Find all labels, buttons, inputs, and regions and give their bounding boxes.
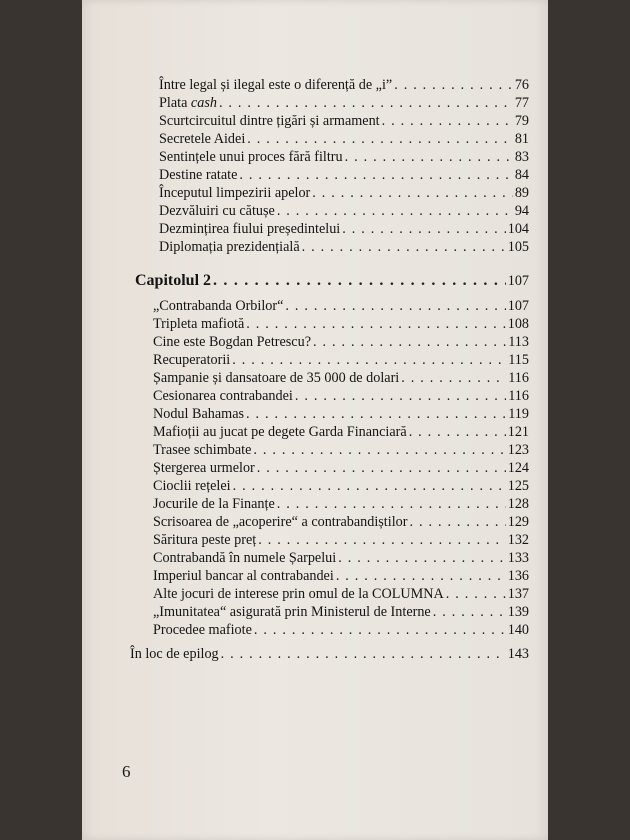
toc-entry-title-italic: cash (190, 95, 217, 111)
page-number: 6 (122, 762, 131, 781)
toc-entry (153, 478, 529, 494)
toc-entry-title: „Imunitatea“ asigurată prin Ministerul de Interne (153, 604, 431, 620)
toc-entry-page: 139 (507, 604, 529, 620)
toc-entry-title: Cesionarea contrabandei (153, 388, 293, 404)
toc-entry-title: Procedee mafiote (153, 622, 252, 638)
toc-entry-page: 124 (507, 460, 529, 476)
toc-entry (153, 370, 529, 386)
toc-entry (159, 149, 529, 165)
leader-dots (232, 352, 506, 368)
leader-dots (313, 334, 506, 350)
leader-dots (277, 496, 506, 512)
toc-entry (153, 298, 529, 314)
chapter-title: Capitolul 2 (135, 272, 212, 289)
table-of-contents (82, 0, 548, 840)
toc-entry-title: Cine este Bogdan Petrescu? (153, 334, 311, 350)
toc-entry-title: Ștergerea urmelor (153, 460, 255, 476)
toc-entry-title: Diplomația prezidențială (159, 239, 300, 255)
toc-entry-title: Șampanie și dansatoare de 35 000 de dolari (153, 370, 400, 386)
leader-dots (253, 442, 505, 458)
toc-entry (153, 442, 529, 458)
leader-dots (233, 478, 506, 494)
leader-dots (342, 221, 505, 237)
chapter-page: 107 (507, 273, 529, 289)
toc-entry (153, 586, 529, 602)
toc-entry-page: 129 (507, 514, 529, 530)
toc-entry (159, 131, 529, 147)
toc-entry-page: 116 (508, 388, 529, 404)
toc-entry-page: 89 (514, 185, 529, 201)
toc-entry-page: 133 (507, 550, 529, 566)
toc-entry (159, 221, 529, 237)
leader-dots (295, 388, 506, 404)
toc-entry-title: Plata cash (159, 95, 217, 111)
toc-entry-epilog (130, 646, 529, 662)
leader-dots (257, 460, 506, 476)
toc-entry (153, 388, 529, 404)
toc-entry (153, 568, 529, 584)
toc-entry-page: 128 (507, 496, 529, 512)
toc-entry-page: 108 (507, 316, 529, 332)
leader-dots (312, 185, 513, 201)
toc-entry-title: Dezvăluiri cu cătușe (159, 203, 275, 219)
leader-dots (409, 514, 505, 530)
toc-entry (153, 532, 529, 548)
leader-dots (345, 149, 513, 165)
toc-entry-page: 136 (507, 568, 529, 584)
toc-entry-title: Începutul limpezirii apelor (159, 185, 311, 201)
leader-dots (254, 622, 506, 638)
leader-dots (401, 370, 506, 386)
leader-dots (302, 239, 506, 255)
toc-entry-page: 143 (507, 646, 529, 662)
leader-dots (277, 203, 513, 219)
toc-entry (153, 352, 529, 368)
toc-entry (159, 203, 529, 219)
leader-dots (221, 646, 506, 662)
toc-entry (153, 622, 529, 638)
leader-dots (246, 406, 506, 422)
toc-entry-page: 77 (514, 95, 529, 111)
leader-dots (382, 113, 513, 129)
toc-entry-page: 140 (507, 622, 529, 638)
toc-entry-title: Mafioții au jucat pe degete Garda Financiară (153, 424, 407, 440)
toc-entry-page: 83 (514, 149, 529, 165)
toc-entry (153, 496, 529, 512)
toc-entry (153, 334, 529, 350)
toc-entry-title: Jocurile de la Finanțe (153, 496, 275, 512)
leader-dots (394, 77, 513, 93)
toc-entry-page: 79 (514, 113, 529, 129)
toc-entry-title: Tripleta mafiotă (153, 316, 245, 332)
toc-entry-title: Imperiul bancar al contrabandei (153, 568, 334, 584)
leader-dots (285, 298, 505, 314)
toc-entry-title: Cioclii rețelei (153, 478, 231, 494)
toc-entry-title: „Contrabanda Orbilor“ (153, 298, 284, 314)
toc-entry (153, 514, 529, 530)
toc-entry-page: 104 (507, 221, 529, 237)
toc-entry (159, 113, 529, 129)
toc-entry (153, 406, 529, 422)
toc-entry-title: Alte jocuri de interese prin omul de la COLUMNA (153, 586, 444, 602)
toc-entry (159, 239, 529, 255)
toc-entry (153, 550, 529, 566)
toc-entry (159, 95, 529, 111)
toc-entry-title: Scrisoarea de „acoperire“ a contrabandiștilor (153, 514, 408, 530)
leader-dots (246, 316, 505, 332)
toc-entry-page: 81 (514, 131, 529, 147)
toc-entry-title: Dezmințirea fiului președintelui (159, 221, 341, 237)
leader-dots (338, 550, 506, 566)
toc-entry (153, 604, 529, 620)
toc-entry-title: Recuperatorii (153, 352, 231, 368)
toc-entry-title: Trasee schimbate (153, 442, 252, 458)
toc-entry-title: Contrabandă în numele Șarpelui (153, 550, 337, 566)
leader-dots (239, 167, 512, 183)
toc-entry (159, 185, 529, 201)
toc-entry-title: Sentințele unui proces fără filtru (159, 149, 343, 165)
leader-dots (446, 586, 506, 602)
toc-entry-title: Secretele Aidei (159, 131, 246, 147)
toc-entry-title: În loc de epilog (130, 646, 219, 662)
leader-dots (433, 604, 506, 620)
toc-entry-title: Destine ratate (159, 167, 238, 183)
toc-entry-page: 105 (507, 239, 529, 255)
toc-entry-title: Săritura peste preț (153, 532, 257, 548)
toc-entry-page: 84 (514, 167, 529, 183)
toc-entry-page: 137 (507, 586, 529, 602)
leader-dots (247, 131, 513, 147)
toc-entry (159, 167, 529, 183)
chapter-heading (135, 273, 529, 289)
toc-entry-page: 107 (507, 298, 529, 314)
toc-entry-page: 125 (507, 478, 529, 494)
toc-entry-page: 121 (507, 424, 529, 440)
book-page (82, 0, 548, 840)
toc-entry (159, 77, 529, 93)
toc-entry (153, 316, 529, 332)
toc-entry-page: 116 (508, 370, 529, 386)
leader-dots (213, 273, 506, 289)
toc-entry-title: Nodul Bahamas (153, 406, 245, 422)
toc-entry-page: 119 (508, 406, 529, 422)
leader-dots (336, 568, 506, 584)
leader-dots (219, 95, 513, 111)
toc-entry-page: 123 (507, 442, 529, 458)
leader-dots (409, 424, 506, 440)
toc-entry-title: Între legal și ilegal este o diferență de „i” (159, 77, 393, 93)
toc-entry-page: 94 (514, 203, 529, 219)
toc-entry-page: 115 (508, 352, 529, 368)
toc-entry-page: 132 (507, 532, 529, 548)
toc-entry-title: Scurtcircuitul dintre țigări și armament (159, 113, 380, 129)
toc-entry-page: 76 (514, 77, 529, 93)
toc-entry-page: 113 (508, 334, 529, 350)
leader-dots (258, 532, 506, 548)
toc-entry (153, 460, 529, 476)
toc-entry (153, 424, 529, 440)
